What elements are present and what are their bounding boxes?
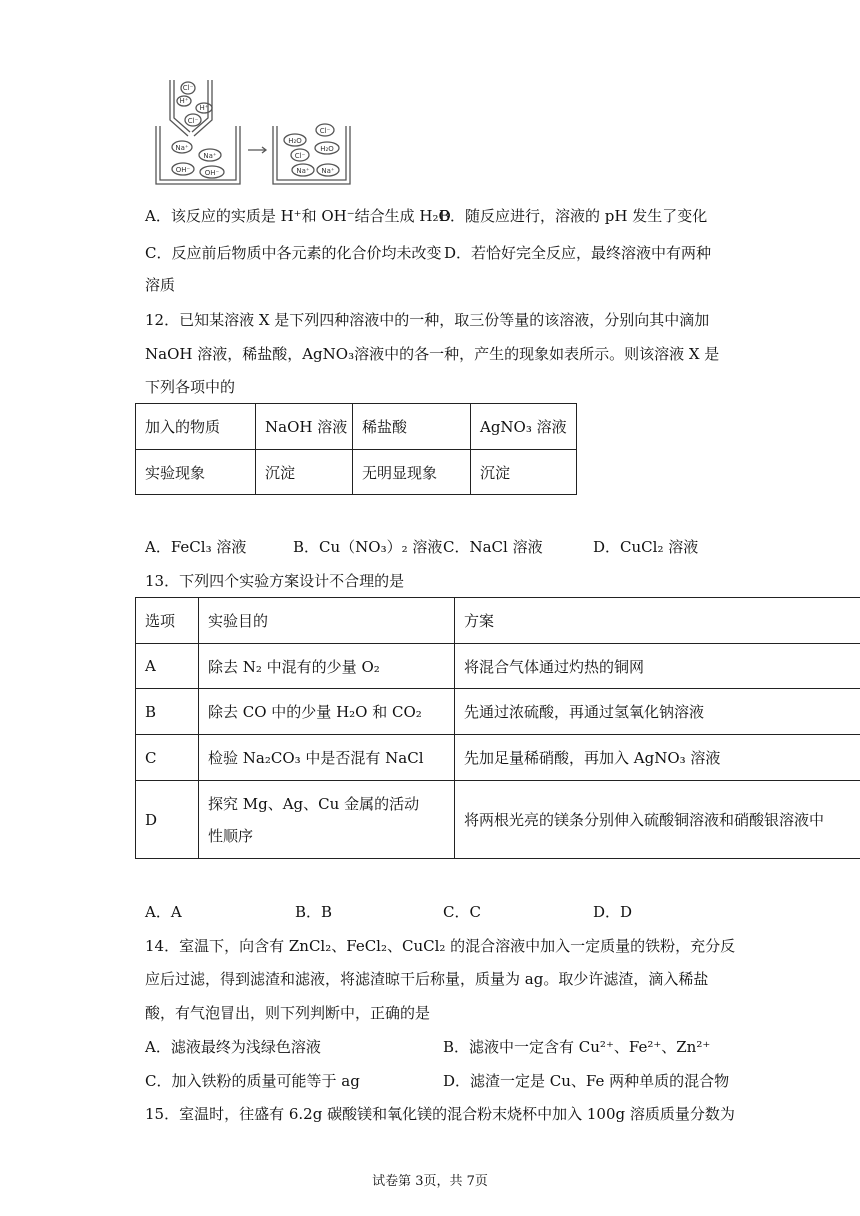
table-cell: 无明显现象 xyxy=(353,450,471,495)
table-row xyxy=(136,644,860,689)
ion-label-left: H⁺ xyxy=(199,104,209,112)
ion-label-left: H⁺ xyxy=(179,97,189,105)
q13-option-c[interactable]: C．C xyxy=(443,903,481,921)
table-cell: B xyxy=(136,689,199,735)
reaction-diagram xyxy=(148,68,358,190)
table-cell: 沉淀 xyxy=(256,450,353,495)
table-cell: NaOH 溶液 xyxy=(256,404,353,450)
q14-option-c[interactable]: C．加入铁粉的质量可能等于 ag xyxy=(145,1072,360,1090)
q11-option-a[interactable]: A．该反应的实质是 H⁺和 OH⁻结合生成 H₂O xyxy=(145,207,451,225)
table-cell: C xyxy=(136,735,199,781)
page-footer: 试卷第 3页，共 7页 xyxy=(372,1174,488,1189)
ion-label-left: Cl⁻ xyxy=(182,84,194,92)
table-cell: 将两根光亮的镁条分别伸入硫酸铜溶液和硝酸银溶液中 xyxy=(455,781,860,859)
table-cell: A xyxy=(136,644,199,689)
ion-label-left: OH⁻ xyxy=(204,169,220,177)
table-cell: 实验现象 xyxy=(136,450,256,495)
q14-option-b[interactable]: B．滤液中一定含有 Cu²⁺、Fe²⁺、Zn²⁺ xyxy=(443,1038,711,1056)
q12-option-d[interactable]: D．CuCl₂ 溶液 xyxy=(593,538,699,556)
ion-label-right: Cl⁻ xyxy=(294,152,306,160)
table-row xyxy=(136,598,860,644)
q14-stem-line-1: 14．室温下，向含有 ZnCl₂、FeCl₂、CuCl₂ 的混合溶液中加入一定质量的铁粉，充分反 xyxy=(145,937,736,955)
q12-option-b[interactable]: B．Cu（NO₃）₂ 溶液 xyxy=(293,538,443,556)
q12-stem-line-2: NaOH 溶液，稀盐酸，AgNO₃溶液中的各一种，产生的现象如表所示。则该溶液 X 是 xyxy=(145,345,720,363)
table-cell: 加入的物质 xyxy=(136,404,256,450)
q11-option-b[interactable]: B．随反应进行，溶液的 pH 发生了变化 xyxy=(439,207,708,225)
q11-option-d[interactable]: D．若恰好完全反应，最终溶液中有两种 xyxy=(444,244,712,262)
q13-option-a[interactable]: A．A xyxy=(145,903,182,921)
q11-option-c[interactable]: C．反应前后物质中各元素的化合价均未改变 xyxy=(145,244,442,262)
table-cell: 选项 xyxy=(136,598,199,644)
table-row xyxy=(136,781,860,859)
table-cell: 沉淀 xyxy=(471,450,577,495)
q11-option-d-continued: 溶质 xyxy=(145,276,176,294)
ion-label-left: Na⁺ xyxy=(203,152,217,160)
q13-option-b[interactable]: B．B xyxy=(295,903,333,921)
table-cell: 先加足量稀硝酸，再加入 AgNO₃ 溶液 xyxy=(455,735,860,781)
table-cell: 实验目的 xyxy=(199,598,455,644)
table-cell: 方案 xyxy=(455,598,860,644)
table-cell: AgNO₃ 溶液 xyxy=(471,404,577,450)
table-cell: 将混合气体通过灼热的铜网 xyxy=(455,644,860,689)
q15-stem-line-1: 15．室温时，往盛有 6.2g 碳酸镁和氧化镁的混合粉末烧杯中加入 100g 溶质质量分数为 xyxy=(145,1105,735,1123)
ion-label-left: Cl⁻ xyxy=(187,117,199,125)
q14-stem-line-2: 应后过滤，得到滤渣和滤液，将滤渣晾干后称量，质量为 ag。取少许滤渣，滴入稀盐 xyxy=(145,970,709,988)
q13-table xyxy=(135,597,860,859)
table-cell: 除去 N₂ 中混有的少量 O₂ xyxy=(199,644,455,689)
table-row xyxy=(136,404,577,450)
ion-label-right: H₂O xyxy=(288,137,302,145)
ion-label-right: H₂O xyxy=(320,145,334,153)
ion-label-right: Na⁺ xyxy=(296,167,310,175)
ion-label-right: Cl⁻ xyxy=(319,127,331,135)
q12-option-c[interactable]: C．NaCl 溶液 xyxy=(443,538,543,556)
table-cell: 除去 CO 中的少量 H₂O 和 CO₂ xyxy=(199,689,455,735)
q14-option-a[interactable]: A．滤液最终为浅绿色溶液 xyxy=(145,1038,321,1056)
table-cell: 检验 Na₂CO₃ 中是否混有 NaCl xyxy=(199,735,455,781)
q12-table xyxy=(135,403,577,495)
ion-label-left: Na⁺ xyxy=(175,144,189,152)
q12-stem-line-1: 12．已知某溶液 X 是下列四种溶液中的一种，取三份等量的该溶液，分别向其中滴加 xyxy=(145,311,710,329)
q13-option-d[interactable]: D．D xyxy=(593,903,633,921)
ion-label-right: Na⁺ xyxy=(321,167,335,175)
ion-label-left: OH⁻ xyxy=(175,166,191,174)
q12-stem-line-3: 下列各项中的 xyxy=(145,378,236,396)
table-row xyxy=(136,689,860,735)
q13-stem: 13．下列四个实验方案设计不合理的是 xyxy=(145,572,405,590)
table-row xyxy=(136,450,577,495)
table-cell: 稀盐酸 xyxy=(353,404,471,450)
table-cell: 探究 Mg、Ag、Cu 金属的活动性顺序 xyxy=(199,781,455,859)
q14-stem-line-3: 酸，有气泡冒出，则下列判断中，正确的是 xyxy=(145,1004,431,1022)
q14-option-d[interactable]: D．滤渣一定是 Cu、Fe 两种单质的混合物 xyxy=(443,1072,730,1090)
table-cell: D xyxy=(136,781,199,859)
q12-option-a[interactable]: A．FeCl₃ 溶液 xyxy=(145,538,247,556)
table-cell: 先通过浓硫酸，再通过氢氧化钠溶液 xyxy=(455,689,860,735)
table-row xyxy=(136,735,860,781)
